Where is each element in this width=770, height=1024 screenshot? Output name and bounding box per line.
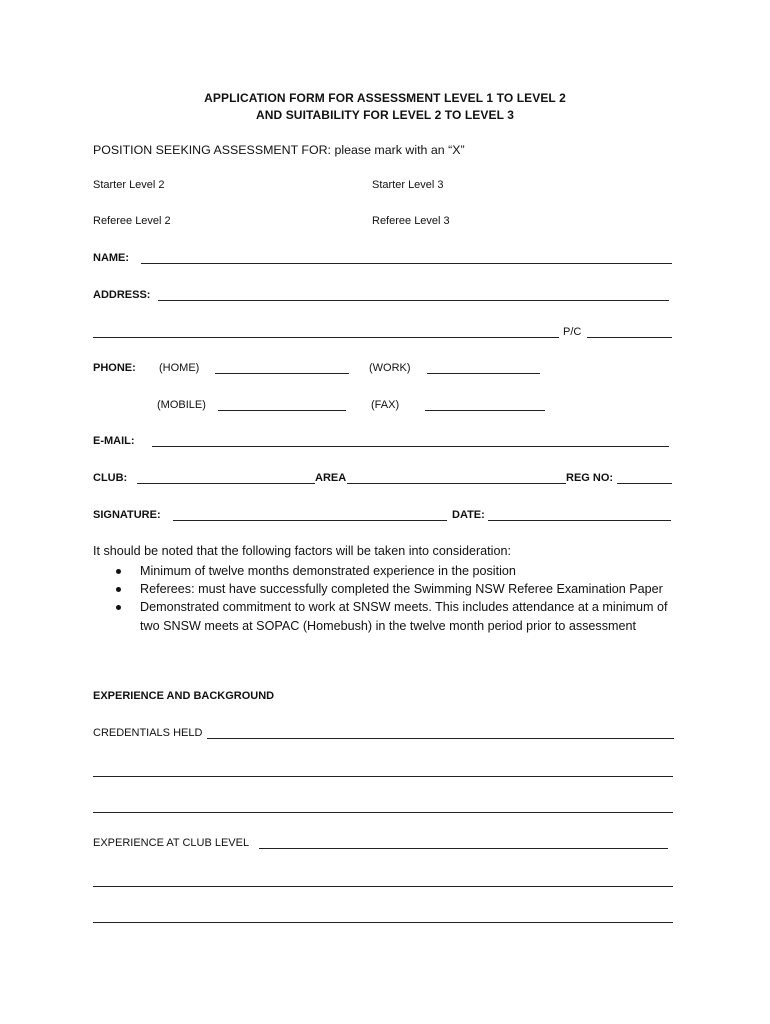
bullet-icon [116, 605, 121, 610]
consideration-item: Minimum of twelve months demonstrated experience in the position [113, 562, 685, 580]
name-label: NAME: [93, 252, 130, 264]
option-referee-level-2[interactable]: Referee Level 2 [93, 215, 171, 227]
email-label: E-MAIL: [93, 435, 135, 447]
date-field[interactable] [488, 520, 671, 521]
form-title-line-2: AND SUITABILITY FOR LEVEL 2 TO LEVEL 3 [255, 108, 515, 122]
credentials-label: CREDENTIALS HELD [93, 727, 203, 739]
consideration-item: Demonstrated commitment to work at SNSW meets. This includes attendance at a minimum of two SNSW meets at SOPAC (Homebush) in the twelve month period prior to assessment [113, 598, 685, 634]
postcode-field[interactable] [587, 337, 672, 338]
area-label: AREA [315, 472, 347, 484]
bullet-icon [116, 569, 121, 574]
address-line-2-field[interactable] [93, 337, 559, 338]
option-starter-level-3[interactable]: Starter Level 3 [372, 179, 444, 191]
phone-home-label: (HOME) [159, 362, 200, 374]
credentials-line-3-field[interactable] [93, 812, 673, 813]
fax-field[interactable] [425, 410, 545, 411]
phone-mobile-label: (MOBILE) [157, 399, 206, 411]
club-label: CLUB: [93, 472, 128, 484]
option-referee-level-3[interactable]: Referee Level 3 [372, 215, 450, 227]
signature-field[interactable] [173, 520, 447, 521]
consideration-item: Referees: must have successfully completed the Swimming NSW Referee Examination Paper [113, 580, 685, 598]
credentials-line-2-field[interactable] [93, 776, 673, 777]
bullet-icon [116, 587, 121, 592]
area-field[interactable] [347, 483, 566, 484]
address-label: ADDRESS: [93, 289, 151, 301]
phone-mobile-field[interactable] [218, 410, 346, 411]
phone-work-field[interactable] [427, 373, 540, 374]
considerations-list [113, 562, 685, 635]
address-field[interactable] [158, 300, 669, 301]
fax-label: (FAX) [371, 399, 400, 411]
phone-label: PHONE: [93, 362, 136, 374]
name-field[interactable] [141, 263, 672, 264]
position-prompt: POSITION SEEKING ASSESSMENT FOR: please mark with an “X” [93, 143, 465, 157]
phone-home-field[interactable] [215, 373, 349, 374]
postcode-label: P/C [563, 326, 582, 338]
experience-club-field[interactable] [259, 848, 668, 849]
experience-club-label: EXPERIENCE AT CLUB LEVEL [93, 837, 250, 849]
option-starter-level-2[interactable]: Starter Level 2 [93, 179, 165, 191]
email-field[interactable] [152, 446, 669, 447]
experience-line-2-field[interactable] [93, 886, 673, 887]
credentials-field[interactable] [207, 738, 674, 739]
reg-no-label: REG NO: [566, 472, 614, 484]
date-label: DATE: [452, 509, 485, 521]
phone-work-label: (WORK) [369, 362, 411, 374]
signature-label: SIGNATURE: [93, 509, 161, 521]
club-field[interactable] [137, 483, 315, 484]
experience-heading: EXPERIENCE AND BACKGROUND [93, 690, 275, 702]
form-title-line-1: APPLICATION FORM FOR ASSESSMENT LEVEL 1 TO LEVEL 2 [204, 91, 566, 105]
experience-line-3-field[interactable] [93, 922, 673, 923]
considerations-intro: It should be noted that the following factors will be taken into consideration: [93, 544, 511, 558]
reg-no-field[interactable] [617, 483, 672, 484]
